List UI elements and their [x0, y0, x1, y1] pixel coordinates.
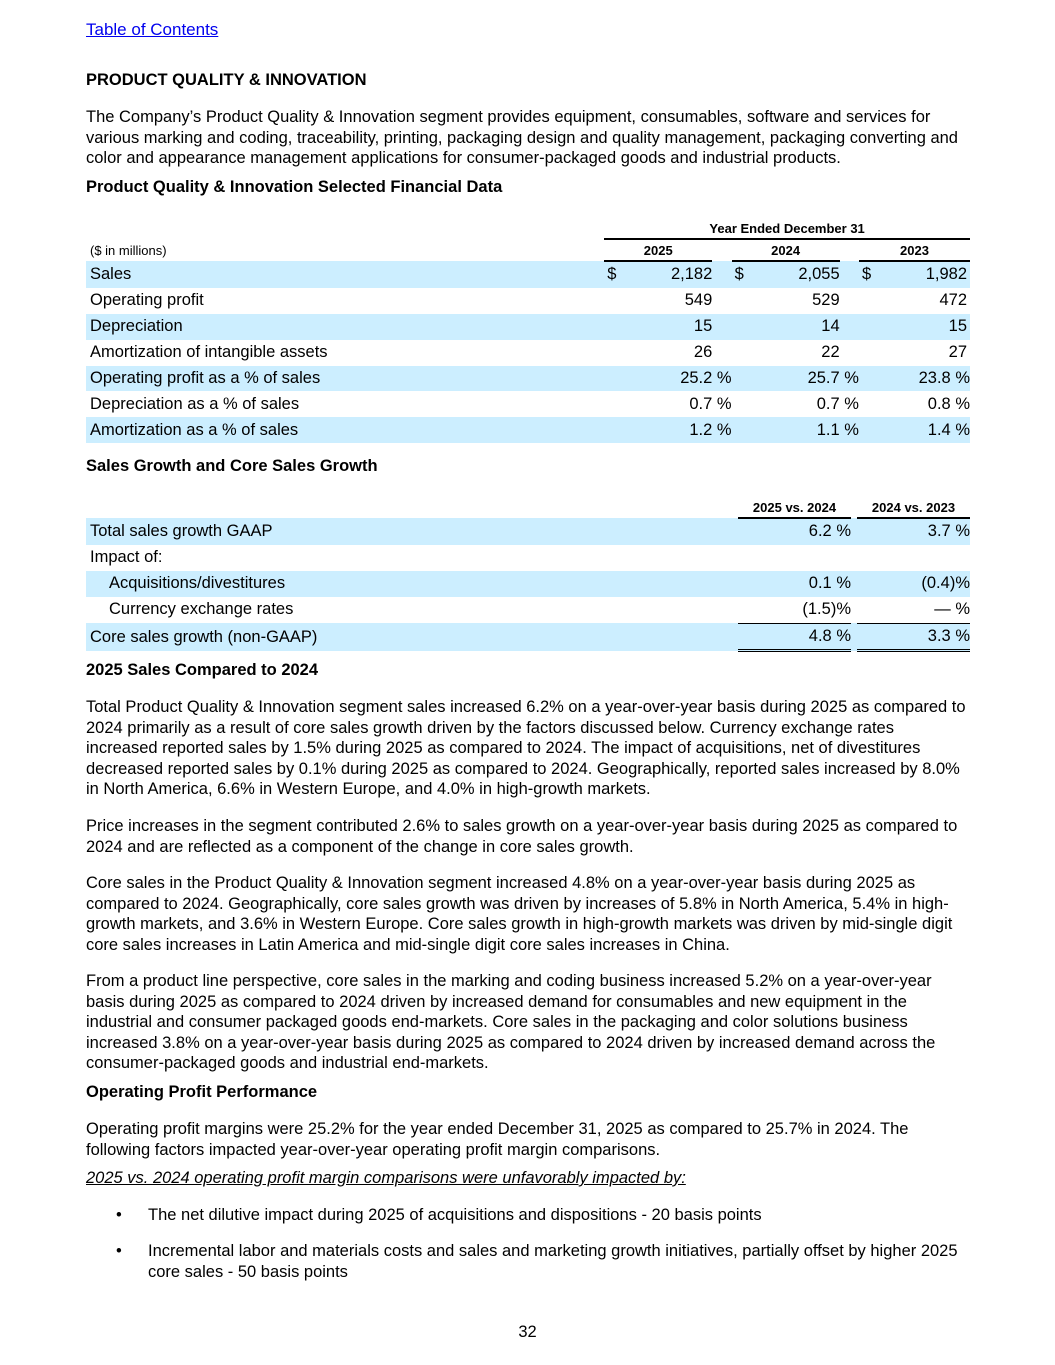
- row-label: Depreciation: [86, 314, 604, 340]
- row-label: Acquisitions/divestitures: [86, 571, 738, 597]
- cell-value: 1,982: [877, 261, 967, 288]
- cell-value: 472: [939, 291, 968, 310]
- row-label: Currency exchange rates: [109, 600, 294, 619]
- row-label: Core sales growth (non-GAAP): [86, 623, 738, 651]
- bullet-text: The net dilutive impact during 2025 of acquisitions and dispositions - 20 basis points: [148, 1206, 762, 1224]
- cell-value: 1.4 %: [877, 417, 970, 443]
- table-row: [86, 518, 970, 545]
- operating-profit-paragraph: Operating profit margins were 25.2% for the year ended December 31, 2025 as compared to 25.7% in 2024. The following factors impacted year-over-year operating profit margin comparisons.: [86, 1120, 909, 1159]
- paragraph: From a product line perspective, core sales in the marking and coding business increased 5.2% on a year-over-year basis during 2025 as compared to 2024 driven by increased demand for consumables and new equipment in the industrial and consumer packaged goods end-markets. Core sales in the packaging and color solutions business increased 3.8% on a year-over-year basis during 2025 as compared to 2024 driven by increased demand across the consumer-packaged goods and industrial end-markets.: [86, 972, 936, 1072]
- row-label: Operating profit as a % of sales: [86, 366, 604, 392]
- sales-comparison-heading: 2025 Sales Compared to 2024: [86, 661, 319, 679]
- row-label: Sales: [86, 261, 604, 288]
- section-title: PRODUCT QUALITY & INNOVATION: [86, 71, 367, 89]
- cell-value: 23.8 %: [877, 366, 970, 392]
- table-row: [86, 545, 970, 571]
- cell-value: 14: [749, 314, 839, 340]
- unit-label: ($ in millions): [90, 242, 167, 258]
- bullet-icon: •: [116, 1242, 122, 1260]
- year-header: 2024: [732, 239, 840, 261]
- cell-value: 25.2 %: [622, 366, 732, 392]
- period-header: Year Ended December 31: [604, 218, 970, 239]
- impact-heading: 2025 vs. 2024 operating profit margin comparisons were unfavorably impacted by:: [86, 1169, 686, 1187]
- currency-symbol: $: [859, 261, 877, 288]
- row-label: Amortization of intangible assets: [90, 343, 328, 362]
- table-of-contents-link[interactable]: Table of Contents: [86, 20, 219, 39]
- cell-value: 22: [821, 343, 840, 362]
- cell-value: 529: [812, 291, 840, 310]
- cell-value: 549: [684, 291, 713, 310]
- cell-value: 27: [948, 343, 968, 362]
- row-label: Total sales growth GAAP: [86, 518, 738, 545]
- cell-value: 0.8 %: [927, 394, 970, 413]
- table-row: [86, 623, 970, 651]
- table-row: [86, 314, 970, 340]
- growth-table-title: Sales Growth and Core Sales Growth: [86, 457, 378, 475]
- bullet-icon: •: [116, 1206, 122, 1224]
- cell-value: 2,182: [622, 261, 712, 288]
- table-row: [86, 261, 970, 288]
- table-row: [86, 340, 970, 366]
- year-header: 2025: [604, 239, 712, 261]
- cell-value: 25.7 %: [749, 366, 859, 392]
- currency-symbol: $: [732, 261, 750, 288]
- cell-value: (0.4)%: [857, 571, 970, 597]
- cell-value: 26: [693, 343, 713, 362]
- paragraph: Total Product Quality & Innovation segment sales increased 6.2% on a year-over-year basis during 2025 as compared to 2024 primarily as a result of core sales growth driven by the factors discussed below. Currency exchange rates increased reported sales by 1.5% during 2025 as compared to 2024. The impact of acquisitions, net of divestitures decreased reported sales by 0.1% during 2025 as compared to 2024. Geographically, reported sales increased by 8.0% in North America, 6.6% in Western Europe, and 4.0% in high-growth markets.: [86, 698, 966, 798]
- row-label: Operating profit: [90, 291, 204, 310]
- row-label: Amortization as a % of sales: [86, 417, 604, 443]
- cell-value: 3.3 %: [857, 623, 970, 651]
- row-label: Depreciation as a % of sales: [90, 394, 300, 413]
- cell-value: 15: [877, 314, 967, 340]
- year-header: 2023: [859, 239, 970, 261]
- table-row: [86, 366, 970, 392]
- table-row: [86, 391, 970, 417]
- paragraph: Core sales in the Product Quality & Innovation segment increased 4.8% on a year-over-year basis during 2025 as compared to 2024. Geographically, core sales growth was driven by increases of 5.8% in North America, 5.4% in high-growth markets, and 3.6% in Western Europe. Core sales growth in high-growth markets was driven by mid-single digit core sales increases in Latin America and mid-single digit core sales increases in China.: [86, 874, 953, 954]
- operating-profit-heading: Operating Profit Performance: [86, 1083, 318, 1101]
- row-label: Impact of:: [90, 548, 163, 567]
- cell-value: 2,055: [749, 261, 839, 288]
- cell-value: 0.1 %: [738, 571, 851, 597]
- paragraph: Price increases in the segment contributed 2.6% to sales growth on a year-over-year basis during 2025 as compared to 2024 and are reflected as a component of the change in core sales growth.: [86, 817, 958, 856]
- cell-value: 6.2 %: [738, 518, 851, 545]
- table-row: [86, 417, 970, 443]
- cell-value: 4.8 %: [738, 623, 851, 651]
- table-row: [86, 571, 970, 597]
- growth-table: [86, 497, 970, 652]
- table-row: [86, 288, 970, 314]
- column-header: 2024 vs. 2023: [857, 497, 970, 518]
- cell-value: (1.5)%: [738, 597, 851, 623]
- intro-paragraph: The Company’s Product Quality & Innovation segment provides equipment, consumables, software and services for various marking and coding, traceability, printing, packaging design and quality management, packaging converting and color and appearance management applications for consumer-packaged goods and industrial products.: [86, 108, 958, 167]
- cell-value: 1.2 %: [622, 417, 732, 443]
- financial-table-title: Product Quality & Innovation Selected Financial Data: [86, 178, 503, 196]
- bullet-text: Incremental labor and materials costs and sales and marketing growth initiatives, partially offset by higher 2025 core sales - 50 basis points: [148, 1242, 958, 1281]
- cell-value: 3.7 %: [857, 518, 970, 545]
- column-header: 2025 vs. 2024: [738, 497, 851, 518]
- currency-symbol: $: [604, 261, 622, 288]
- cell-value: — %: [857, 597, 970, 623]
- table-row: [86, 597, 970, 623]
- cell-value: 1.1 %: [749, 417, 859, 443]
- financial-data-table: [86, 218, 970, 443]
- cell-value: 0.7 %: [689, 394, 732, 413]
- cell-value: 15: [622, 314, 712, 340]
- page-number: 32: [518, 1323, 537, 1341]
- cell-value: 0.7 %: [816, 394, 859, 413]
